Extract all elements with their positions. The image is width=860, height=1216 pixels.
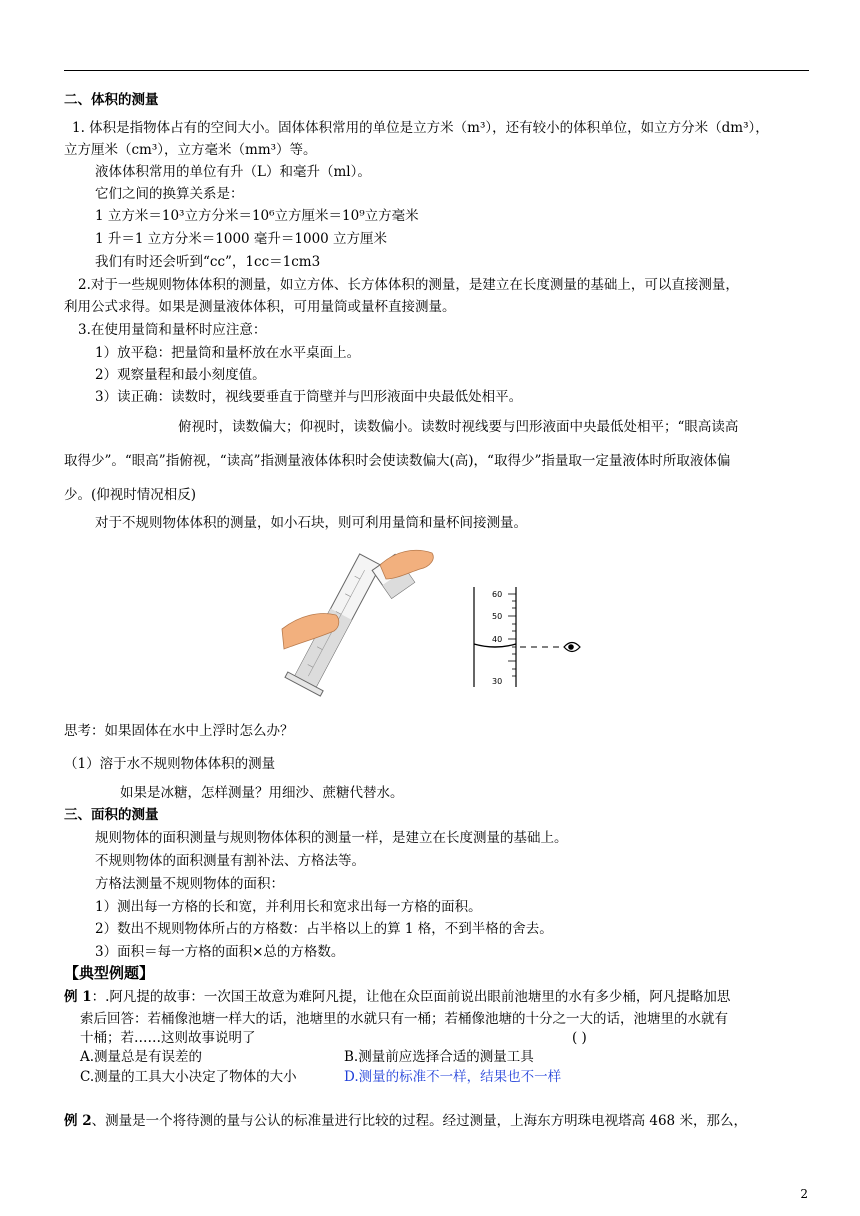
example-1-text: 十桶；若……这则故事说明了 — [80, 1030, 256, 1046]
option-b: B.测量前应选择合适的测量工具 — [344, 1049, 534, 1065]
section-heading-area: 三、面积的测量 — [64, 807, 159, 823]
paragraph-line: 我们有时还会听到“cc”，1cc＝1cm3 — [95, 254, 321, 270]
paragraph-line: 它们之间的换算关系是： — [95, 186, 244, 202]
paragraph-line: 如果是冰糖，怎样测量？用细沙、蔗糖代替水。 — [120, 785, 404, 801]
paragraph-line: 思考：如果固体在水中上浮时怎么办？ — [64, 723, 294, 739]
pouring-cylinder-illustration — [280, 545, 440, 705]
eye-icon — [564, 643, 580, 652]
scale-label-30: 30 — [492, 677, 503, 686]
list-item: 3）面积＝每一方格的面积×总的方格数。 — [95, 944, 345, 960]
page-number: 2 — [800, 1187, 808, 1201]
paragraph-line: 对于不规则物体体积的测量，如小石块，则可利用量筒和量杯间接测量。 — [95, 515, 527, 531]
section-heading-volume: 二、体积的测量 — [64, 92, 159, 108]
paragraph-line: 方格法测量不规则物体的面积： — [95, 876, 284, 892]
list-item: 1）测出每一方格的长和宽，并利用长和宽求出每一方格的面积。 — [95, 899, 482, 915]
header-rule — [64, 70, 809, 71]
paragraph-line: 2.对于一些规则物体体积的测量，如立方体、长方体体积的测量，是建立在长度测量的基础上，可以直接测量， — [78, 277, 739, 293]
example-1-text: ：.阿凡提的故事：一次国王故意为难阿凡提，让他在众臣面前说出眼前池塘里的水有多少桶，阿凡提略加思 — [91, 989, 731, 1005]
paragraph-line: 少。(仰视时情况相反) — [64, 487, 197, 503]
option-d-answer: D.测量的标准不一样，结果也不一样 — [344, 1069, 562, 1085]
scale-label-50: 50 — [492, 612, 503, 621]
example-2-text: 、测量是一个将待测的量与公认的标准量进行比较的过程。经过测量，上海东方明珠电视塔高 468 米，那么， — [91, 1113, 747, 1129]
list-item: 3）读正确：读数时，视线要垂直于筒壁并与凹形液面中央最低处相平。 — [95, 389, 523, 405]
scale-label-40: 40 — [492, 635, 503, 644]
answer-blank: ( ) — [572, 1030, 587, 1046]
list-item: 2）观察量程和最小刻度值。 — [95, 367, 266, 383]
formula-line: 1 升＝1 立方分米＝1000 毫升＝1000 立方厘米 — [95, 231, 388, 247]
paragraph-line: （1）溶于水不规则物体体积的测量 — [64, 756, 276, 772]
example-2-label: 例 2 — [64, 1113, 92, 1129]
paragraph-line: 利用公式求得。如果是测量液体体积，可用量筒或量杯直接测量。 — [64, 299, 456, 315]
paragraph-line: 3.在使用量筒和量杯时应注意： — [78, 322, 267, 338]
option-a: A.测量总是有误差的 — [80, 1049, 203, 1065]
list-item: 2）数出不规则物体所占的方格数：占半格以上的算 1 格，不到半格的舍去。 — [95, 921, 553, 937]
paragraph-line: 液体体积常用的单位有升（L）和毫升（ml）。 — [95, 164, 371, 180]
paragraph-line: 立方厘米（cm³），立方毫米（mm³）等。 — [64, 142, 317, 158]
cylinder-reading-diagram — [468, 585, 593, 690]
paragraph-line: 规则物体的面积测量与规则物体体积的测量一样，是建立在长度测量的基础上。 — [95, 830, 568, 846]
example-1-label: 例 1 — [64, 989, 92, 1005]
paragraph-line: 俯视时，读数偏大；仰视时，读数偏小。读数时视线要与凹形液面中央最低处相平；“眼高读高 — [178, 419, 739, 435]
paragraph-line: 不规则物体的面积测量有割补法、方格法等。 — [95, 853, 365, 869]
example-1-text: 索后回答：若桶像池塘一样大的话，池塘里的水就只有一桶；若桶像池塘的十分之一大的话，池塘里的水就有 — [80, 1011, 728, 1027]
paragraph-line: 取得少”。“眼高”指俯视，“读高”指测量液体体积时会使读数偏大(高)，“取得少”指量取一定量液体时所取液体偏 — [64, 453, 731, 469]
scale-label-60: 60 — [492, 590, 503, 599]
formula-line: 1 立方米＝10³立方分米＝10⁶立方厘米＝10⁹立方毫米 — [95, 208, 419, 224]
list-item: 1）放平稳：把量筒和量杯放在水平桌面上。 — [95, 345, 361, 361]
option-c: C.测量的工具大小决定了物体的大小 — [80, 1069, 297, 1085]
paragraph-line: 1. 体积是指物体占有的空间大小。固体体积常用的单位是立方米（m³），还有较小的体积单位，如立方分米（dm³）， — [72, 120, 769, 136]
examples-heading: 【典型例题】 — [64, 964, 155, 982]
